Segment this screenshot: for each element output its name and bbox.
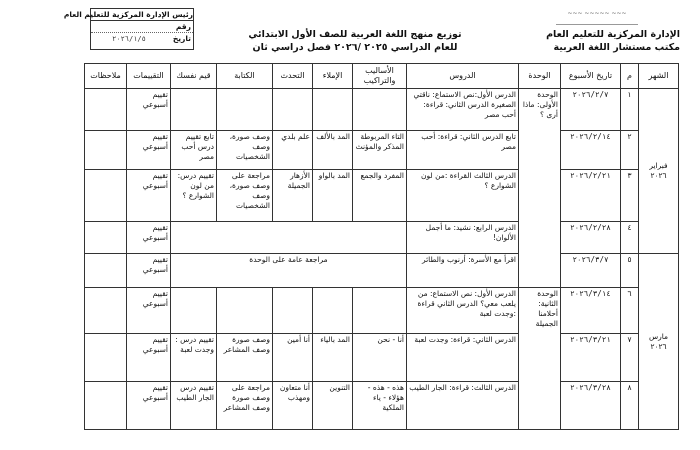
speaking-cell — [273, 288, 313, 334]
writing-cell: مراجعة على وصف صورة، وصف الشخصيات — [217, 170, 273, 222]
curriculum-table — [84, 63, 679, 430]
speaking-cell — [273, 89, 313, 131]
col-unit: الوحدة — [519, 64, 561, 89]
col-lessons: الدروس — [407, 64, 519, 89]
org-line-2: مكتب مستشار اللغة العربية — [553, 42, 680, 53]
row-number: ٦ — [621, 288, 639, 334]
office-stamp — [63, 8, 194, 50]
week-date: ٢٠٢٦/٣/٢٨ — [561, 382, 621, 430]
table-row — [85, 382, 679, 430]
table-row — [85, 89, 679, 131]
dictation-cell: المد بالواو — [313, 170, 353, 222]
month-cell: مارس ٢٠٢٦ — [639, 254, 679, 430]
col-styles: الأساليب والتراكيب — [353, 64, 407, 89]
review-cell: مراجعة عامة على الوحدة — [171, 254, 407, 288]
stamp-date-label: تاريخ — [172, 34, 191, 43]
stamp-number-row — [91, 21, 193, 33]
notes-cell — [85, 222, 127, 254]
document-title — [235, 28, 475, 54]
notes-cell — [85, 131, 127, 170]
ministry-seal: ~~~ ~~~~~ ~~~ — [556, 10, 638, 25]
writing-cell: مراجعة على وصف صورة وصف المشاعر — [217, 382, 273, 430]
unit-cell: الوحدة الأولى: ماذا أرى ؟ — [519, 89, 561, 288]
speaking-cell: أنا أمين — [273, 334, 313, 382]
writing-cell: وصف صورة، وصف الشخصيات — [217, 131, 273, 170]
org-line-1: الإدارة المركزية للتعليم العام — [546, 29, 680, 40]
week-date: ٢٠٢٦/٣/٧ — [561, 254, 621, 288]
self-assess-cell: تقييم درس الجار الطيب — [171, 382, 217, 430]
row-number: ٥ — [621, 254, 639, 288]
lessons-cell: الدرس الثالث: قراءة: الجار الطيب — [407, 382, 519, 430]
lessons-cell: الدرس الأول:نص الاستماع: ناقتي الصغيرة الدرس الثاني: قراءة: أحب مصر — [407, 89, 519, 131]
row-number: ٨ — [621, 382, 639, 430]
month-cell: فبراير ٢٠٢٦ — [639, 89, 679, 254]
empty-cell — [171, 222, 407, 254]
self-assess-cell — [171, 288, 217, 334]
styles-cell — [353, 288, 407, 334]
table-header-row — [85, 64, 679, 89]
styles-cell: هذه - هذه - هؤلاء - ياء الملكية — [353, 382, 407, 430]
title-line-2: للعام الدراسي ٢٠٢٥ /٢٠٢٦ فصل دراسي ثان — [252, 42, 458, 53]
row-number: ٢ — [621, 131, 639, 170]
lessons-cell: الدرس الرابع: نشيد: ما أجمل الألوان! — [407, 222, 519, 254]
speaking-cell: علم بلدي — [273, 131, 313, 170]
stamp-date-row — [91, 33, 193, 44]
styles-cell: المفرد والجمع — [353, 170, 407, 222]
col-speaking: التحدث — [273, 64, 313, 89]
assessment-cell: تقييم أسبوعي — [127, 382, 171, 430]
notes-cell — [85, 89, 127, 131]
notes-cell — [85, 170, 127, 222]
table-row — [85, 288, 679, 334]
week-date: ٢٠٢٦/٢/١٤ — [561, 131, 621, 170]
week-date: ٢٠٢٦/٣/٢١ — [561, 334, 621, 382]
col-self-assess: قيم نفسك — [171, 64, 217, 89]
writing-cell — [217, 89, 273, 131]
self-assess-cell — [171, 89, 217, 131]
stamp-date-value: ٢٠٢٦/١/٥ — [112, 34, 146, 43]
organization-header — [520, 28, 680, 54]
week-date: ٢٠٢٦/٢/٧ — [561, 89, 621, 131]
row-number: ٣ — [621, 170, 639, 222]
styles-cell — [353, 89, 407, 131]
table-row — [85, 254, 679, 288]
notes-cell — [85, 254, 127, 288]
row-number: ٧ — [621, 334, 639, 382]
speaking-cell: أنا متعاون ومهذب — [273, 382, 313, 430]
notes-cell — [85, 334, 127, 382]
dictation-cell — [313, 288, 353, 334]
col-week-date: تاريخ الأسبوع — [561, 64, 621, 89]
assessment-cell: تقييم أسبوعي — [127, 131, 171, 170]
self-assess-cell: تابع تقييم درس أحب مصر — [171, 131, 217, 170]
row-number: ١ — [621, 89, 639, 131]
dictation-cell: التنوين — [313, 382, 353, 430]
lessons-cell: الدرس الثاني: قراءة: وجدت لعبة — [407, 334, 519, 382]
styles-cell: أنا - نحن — [353, 334, 407, 382]
table-row — [85, 170, 679, 222]
lessons-cell: اقرأ مع الأسرة: أرنوب والطائر — [407, 254, 519, 288]
col-writing: الكتابة — [217, 64, 273, 89]
styles-cell: التاء المربوطة المذكر والمؤنث — [353, 131, 407, 170]
assessment-cell: تقييم أسبوعي — [127, 170, 171, 222]
dictation-cell: المد بالألف — [313, 131, 353, 170]
assessment-cell: تقييم أسبوعي — [127, 254, 171, 288]
assessment-cell: تقييم أسبوعي — [127, 288, 171, 334]
table-row — [85, 131, 679, 170]
table-row — [85, 334, 679, 382]
stamp-title: رئيس الإدارة المركزية للتعليم العام — [63, 10, 193, 19]
col-notes: ملاحظات — [85, 64, 127, 89]
row-number: ٤ — [621, 222, 639, 254]
self-assess-cell: تقييم درس: من لون الشوارع ؟ — [171, 170, 217, 222]
col-month: الشهر — [639, 64, 679, 89]
lessons-cell: الدرس الثالث القراءة :من لون الشوارع ؟ — [407, 170, 519, 222]
lessons-cell: تابع الدرس الثاني: قراءة: أحب مصر — [407, 131, 519, 170]
dictation-cell — [313, 89, 353, 131]
week-date: ٢٠٢٦/٢/٢١ — [561, 170, 621, 222]
col-number: م — [621, 64, 639, 89]
week-date: ٢٠٢٦/٣/١٤ — [561, 288, 621, 334]
notes-cell — [85, 288, 127, 334]
table-row — [85, 222, 679, 254]
title-line-1: توزيع منهج اللغة العربية للصف الأول الابتدائي — [248, 29, 462, 40]
col-dictation: الإملاء — [313, 64, 353, 89]
assessment-cell: تقييم أسبوعي — [127, 222, 171, 254]
unit-cell: الوحدة الثانية: أحلامنا الجميلة — [519, 288, 561, 430]
self-assess-cell: تقييم درس : وجدت لعبة — [171, 334, 217, 382]
writing-cell — [217, 288, 273, 334]
writing-cell: وصف صورة وصف المشاعر — [217, 334, 273, 382]
speaking-cell: الأزهار الجميلة — [273, 170, 313, 222]
stamp-number-label: رقم — [175, 22, 191, 31]
assessment-cell: تقييم أسبوعي — [127, 89, 171, 131]
col-assessments: التقييمات — [127, 64, 171, 89]
dictation-cell: المد بالياء — [313, 334, 353, 382]
notes-cell — [85, 382, 127, 430]
week-date: ٢٠٢٦/٢/٢٨ — [561, 222, 621, 254]
assessment-cell: تقييم أسبوعي — [127, 334, 171, 382]
lessons-cell: الدرس الأول: نص الاستماع: من يلعب معي؟ الدرس الثاني قراءة :وجدت لعبة — [407, 288, 519, 334]
